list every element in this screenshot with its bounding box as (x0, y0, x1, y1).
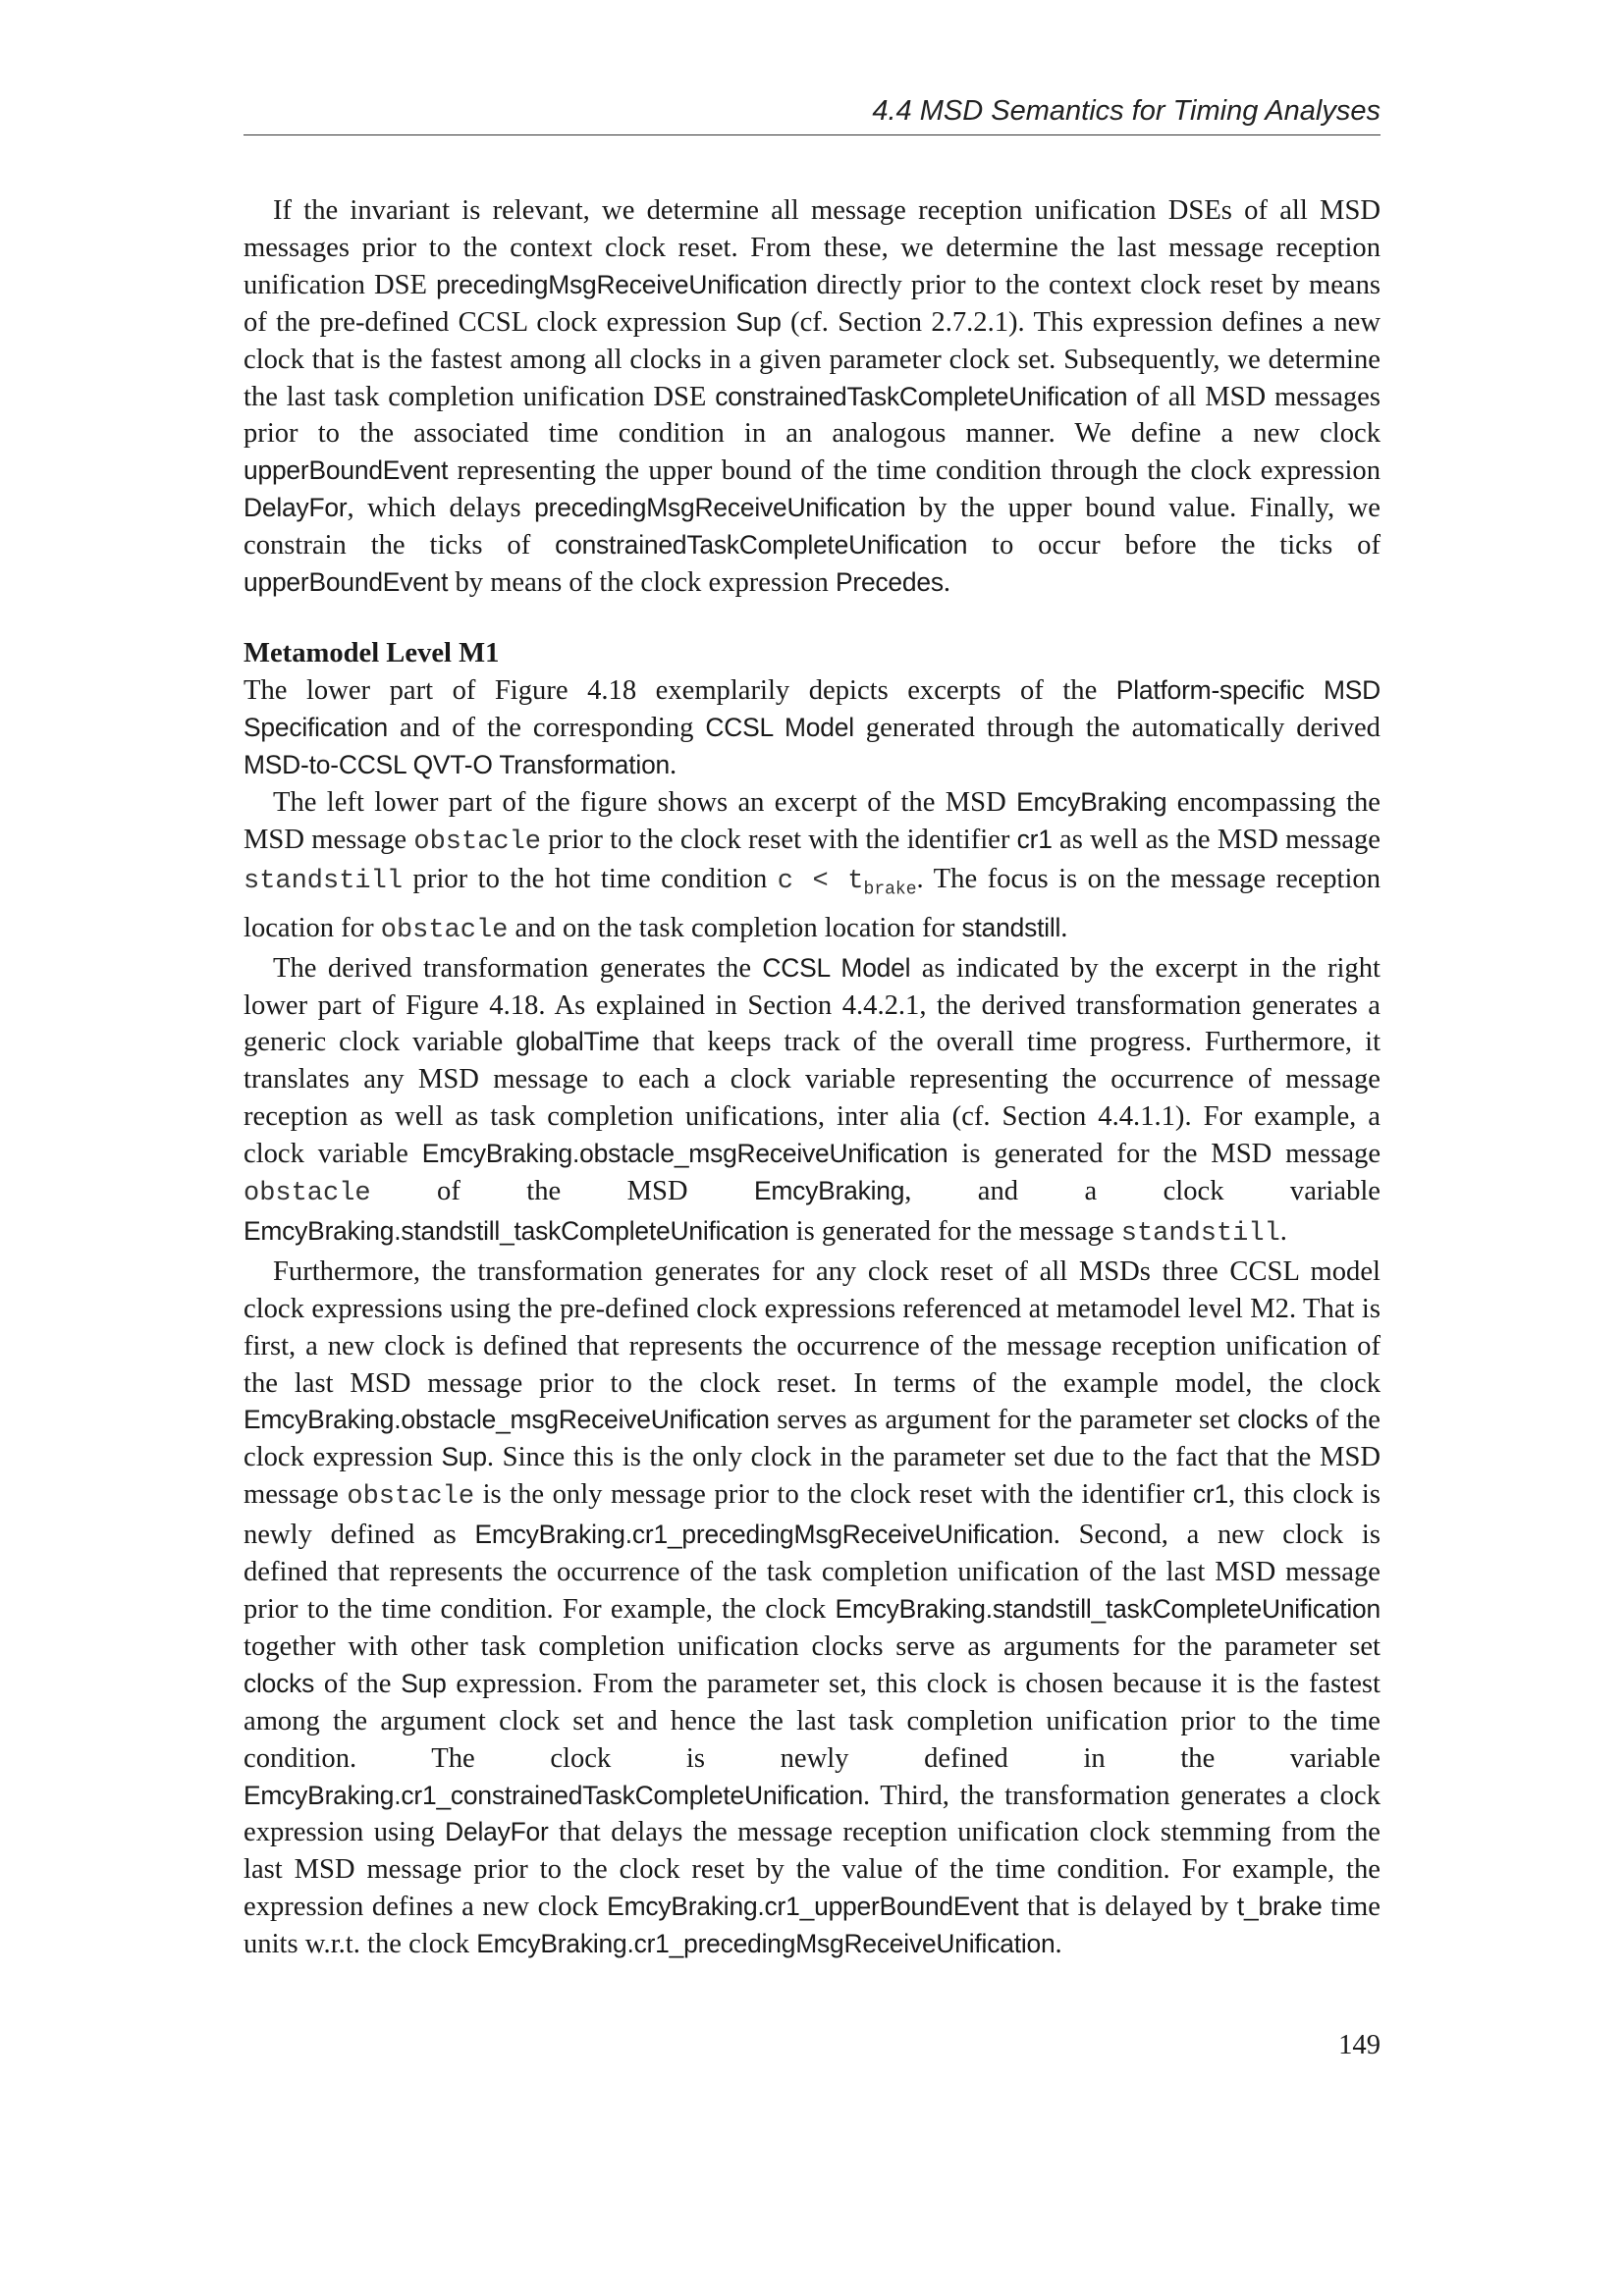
code-term: Sup (735, 306, 782, 337)
code-term: Precedes (835, 567, 944, 598)
message-name: obstacle (413, 827, 542, 857)
paragraph-derived-transformation: The derived transformation generates the CCSL Model as indicated by the excerpt in the right lower part of Figure 4.18. As explained in Section 4.4.2.1, the derived transformation generates a generic clock variable globalTime that keeps track of the overall time progress. Furthermore, it translates any MSD message to each a clock variable representing the occurrence of message reception as well as task completion unifications, inter alia (cf. Section 4.4.1.1). For example, a clock variable EmcyBraking.obstacle_msgReceiveUnification is generated for the MSD message obstacle of the MSD EmcyBraking, and a clock variable EmcyBraking.standstill_taskCompleteUnification is generated for the message standstill. (244, 952, 1381, 1249)
code-term: precedingMsgReceiveUnification (534, 493, 906, 523)
code-term: EmcyBraking.obstacle_msgReceiveUnification (421, 1139, 948, 1169)
code-term: Sup (441, 1442, 487, 1472)
message-name: obstacle (244, 1179, 371, 1209)
code-term: globalTime (515, 1027, 640, 1057)
code-term: Sup (401, 1668, 447, 1698)
code-term: upperBoundEvent (244, 455, 449, 486)
code-term: cr1 (1192, 1479, 1228, 1510)
message-name: obstacle (380, 915, 509, 945)
code-term: t_brake (1236, 1892, 1323, 1922)
code-term: EmcyBraking.obstacle_msgReceiveUnification (244, 1405, 770, 1435)
code-term: cr1 (1016, 824, 1053, 854)
code-term: EmcyBraking (753, 1176, 905, 1206)
code-term: EmcyBraking.standstill_taskCompleteUnification (835, 1594, 1380, 1625)
paragraph-left-part: The left lower part of the figure shows an excerpt of the MSD EmcyBraking encompassing the MSD message obstacle prior to the clock reset with the identifier cr1 as well as the MSD message standstill prior to the hot time condition $c < t_{brake}$. The focus is on the message reception location for obstacle and on the task completion location for standstill. (244, 786, 1380, 945)
code-term: EmcyBraking.cr1_precedingMsgReceiveUnification (474, 1520, 1054, 1550)
section-heading: Metamodel Level M1 (244, 637, 500, 668)
code-term: EmcyBraking (1016, 786, 1167, 817)
paragraph-invariant: If the invariant is relevant, we determine all message reception unification DSEs of all MSD messages prior to the context clock reset. From these, we determine the last message reception unification DSE precedingMsgReceiveUnification directly prior to the context clock reset by means of the pre-defined CCSL clock expression Sup (cf. Section 2.7.2.1). This expression defines a new clock that is the fastest among all clocks in a given parameter clock set. Subsequently, we determine the last task completion unification DSE constrainedTaskCompleteUnification of all MSD messages prior to the associated time condition in an analogous manner. We define a new clock upperBoundEvent representing the upper bound of the time condition through the clock expression DelayFor, which delays precedingMsgReceiveUnification by the upper bound value. Finally, we constrain the ticks of constrainedTaskCompleteUnification to occur before the ticks of upperBoundEvent by means of the clock expression Precedes. (244, 195, 1381, 599)
message-name: standstill (244, 867, 404, 897)
time-condition: $c < t_{brake}$ (777, 867, 917, 900)
code-term: Platform-specific MSD Specification (244, 674, 1380, 742)
running-title: 4.4 MSD Semantics for Timing Analyses (872, 95, 1380, 127)
code-term: MSD-to-CCSL QVT-O Transformation (244, 749, 671, 779)
code-term: constrainedTaskCompleteUnification (555, 530, 968, 561)
body-text (244, 192, 1380, 1963)
code-term: standstill (961, 912, 1061, 942)
code-term: clocks (1237, 1405, 1309, 1435)
code-term: constrainedTaskCompleteUnification (715, 381, 1128, 411)
code-term: clocks (244, 1668, 315, 1698)
message-name: standstill (1120, 1218, 1280, 1249)
code-term: EmcyBraking.standstill_taskCompleteUnification (244, 1215, 789, 1246)
code-term: DelayFor (244, 493, 348, 523)
code-term: EmcyBraking.cr1_precedingMsgReceiveUnification (476, 1929, 1056, 1959)
code-term: DelayFor (445, 1817, 549, 1847)
code-term: CCSL Model (762, 952, 911, 983)
code-term: precedingMsgReceiveUnification (436, 269, 808, 299)
running-header (244, 94, 1380, 135)
paragraph-figure-intro: The lower part of Figure 4.18 exemplarily depicts excerpts of the Platform-specific MSD Specification and of the corresponding CCSL Model generated through the automatically derived MSD-to-CCSL QVT-O Transformation. (244, 674, 1380, 780)
message-name: obstacle (347, 1482, 475, 1513)
code-term: upperBoundEvent (244, 567, 449, 598)
code-term: CCSL Model (705, 712, 854, 742)
page-number: 149 (1338, 2030, 1380, 2060)
code-term: EmcyBraking.cr1_constrainedTaskCompleteUnification (244, 1780, 863, 1810)
paragraph-clock-expressions: Furthermore, the transformation generates for any clock reset of all MSDs three CCSL model clock expressions using the pre-defined clock expressions referenced at metamodel level M2. That is first, a new clock is defined that represents the occurrence of the message reception unification of the last MSD message prior to the clock reset. In terms of the example model, the clock EmcyBraking.obstacle_msgReceiveUnification serves as argument for the parameter set clocks of the clock expression Sup. Since this is the only clock in the parameter set due to the fact that the MSD message obstacle is the only message prior to the clock reset with the identifier cr1, this clock is newly defined as EmcyBraking.cr1_precedingMsgReceiveUnification. Second, a new clock is defined that represents the occurrence of the task completion unification of the last MSD message prior to the time condition. For example, the clock EmcyBraking.standstill_taskCompleteUnification together with other task completion unification clocks serve as arguments for the parameter set clocks of the Sup expression. From the parameter set, this clock is chosen because it is the fastest among the argument clock set and hence the last task completion unification prior to the time condition. The clock is newly defined in the variable EmcyBraking.cr1_constrainedTaskCompleteUnification. Third, the transformation generates a clock expression using DelayFor that delays the message reception unification clock stemming from the last MSD message prior to the clock reset by the value of the time condition. For example, the expression defines a new clock EmcyBraking.cr1_upperBoundEvent that is delayed by t_brake time units w.r.t. the clock EmcyBraking.cr1_precedingMsgReceiveUnification. (244, 1255, 1381, 1960)
code-term: EmcyBraking.cr1_upperBoundEvent (607, 1892, 1019, 1922)
